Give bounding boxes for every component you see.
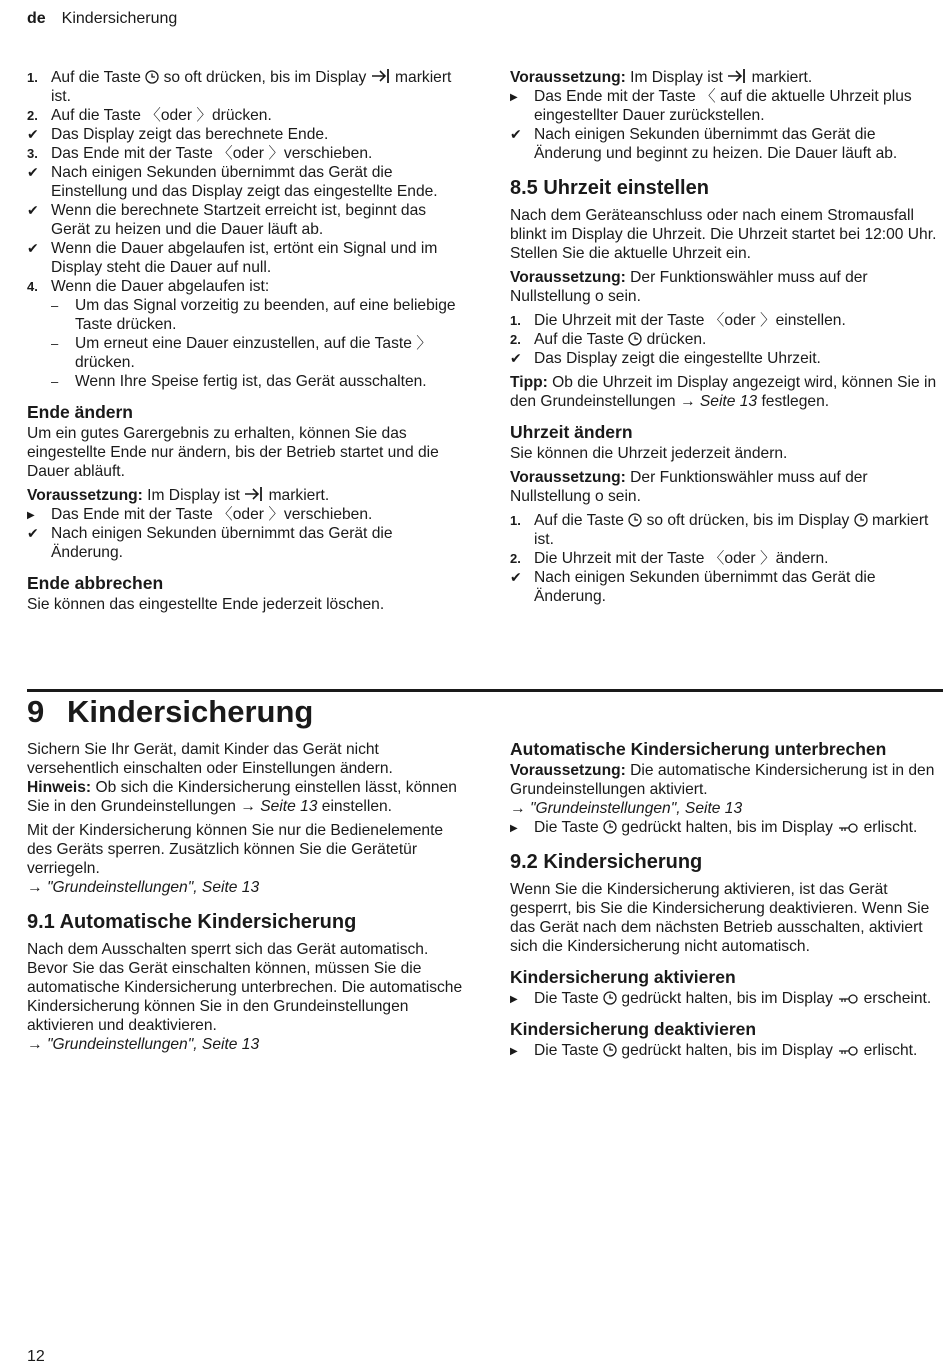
prerequisite — [510, 68, 942, 87]
step-text: oder — [724, 312, 756, 329]
clock-icon — [145, 70, 159, 84]
page-number: 12 — [27, 1348, 45, 1365]
prerequisite-label: Voraussetzung: — [510, 469, 626, 486]
result-text: Wenn die berechnete Startzeit erreicht ist, beginnt das Gerät zu heizen und die Dauer läuft ab. — [51, 202, 427, 238]
step-number: 2. — [510, 551, 521, 566]
prerequisite-text: Der Funktionswähler muss auf der Nullstellung — [510, 269, 868, 305]
action-text: gedrückt halten, bis im Display — [621, 1042, 833, 1059]
action-item — [510, 1041, 942, 1060]
result-item — [510, 125, 942, 163]
prerequisite-label: Voraussetzung: — [510, 269, 626, 286]
paragraph: Sie können die Uhrzeit jederzeit ändern. — [510, 445, 788, 462]
step-3 — [27, 144, 467, 163]
action-text: auf die aktuelle Uhrzeit plus eingestellter Dauer zurückstellen. — [534, 88, 912, 124]
page-reference-link[interactable]: Seite 13 — [699, 393, 758, 410]
action-text: Das Ende mit der Taste — [51, 506, 213, 523]
step-text: verschieben. — [283, 145, 373, 162]
dash-text: Wenn Ihre Speise fertig ist, das Gerät ausschalten. — [75, 373, 427, 390]
tip-text: festlegen. — [761, 393, 830, 410]
step-text: Auf die Taste — [534, 512, 624, 529]
step-text: drücken. — [646, 331, 707, 348]
right-column-top — [510, 68, 942, 606]
heading-aktivieren: Kindersicherung aktivieren — [510, 967, 736, 987]
step-text: oder — [232, 145, 264, 162]
prerequisite — [27, 486, 467, 505]
step-2 — [510, 330, 942, 349]
step-text: Das Ende mit der Taste — [51, 145, 213, 162]
left-arrow-icon: 〈 — [217, 506, 233, 523]
reference — [510, 799, 942, 818]
step-text: oder — [724, 550, 756, 567]
paragraph: Nach dem Ausschalten sperrt sich das Gerät automatisch. Bevor Sie das Gerät einschalten können, müssen Sie die automatische Kindersicherung unterbrechen. Die automatische Kindersicherung können Sie in den Grundeinstellungen aktivieren und deaktivieren. — [27, 941, 463, 1034]
step-number: 2. — [510, 332, 521, 347]
heading-ende-aendern: Ende ändern — [27, 402, 133, 422]
prerequisite-label: Voraussetzung: — [510, 762, 626, 779]
dash-item — [27, 372, 467, 391]
prerequisite-text: sein. — [608, 288, 641, 305]
paragraph: Nach dem Geräteanschluss oder nach einem Stromausfall blinkt im Display die Uhrzeit. Die Uhrzeit startet bei 12:00 Uhr. Stellen Sie die aktuelle Uhrzeit ein. — [510, 207, 937, 262]
prerequisite-text: Im Display ist — [630, 69, 723, 86]
step-number: 3. — [27, 146, 38, 161]
prerequisite-text: Die automatische Kindersicherung ist in den Grundeinstellungen aktiviert. — [510, 762, 935, 798]
step-1 — [27, 68, 467, 106]
dash-item — [27, 334, 467, 372]
check-icon: ✔ — [510, 126, 522, 142]
check-icon: ✔ — [510, 350, 522, 366]
check-icon: ✔ — [27, 126, 39, 142]
result-item — [27, 524, 467, 562]
dash-icon: – — [51, 336, 59, 351]
left-arrow-icon: 〈 — [217, 145, 233, 162]
check-icon: ✔ — [27, 240, 39, 256]
dash-icon: – — [51, 298, 59, 313]
page-header — [27, 10, 177, 28]
left-arrow-icon: 〈 — [145, 107, 161, 124]
action-text: Die Taste — [534, 990, 599, 1007]
step-number: 1. — [27, 70, 38, 85]
step-2 — [27, 106, 467, 125]
triangle-bullet-icon: ▶ — [27, 510, 35, 521]
dash-item — [27, 296, 467, 334]
prerequisite — [510, 761, 942, 799]
key-lock-icon — [837, 822, 859, 834]
prerequisite — [510, 468, 942, 506]
result-text: Nach einigen Sekunden übernimmt das Gerät die Änderung. — [51, 525, 393, 561]
note-text: Ob sich die Kindersicherung einstellen lässt, können Sie in den Grundeinstellungen — [27, 779, 457, 815]
action-text: erscheint. — [863, 990, 932, 1007]
right-arrow-icon: 〉 — [759, 312, 776, 329]
result-item — [27, 125, 467, 144]
right-arrow-icon: 〉 — [759, 550, 776, 567]
dash-icon: – — [51, 374, 59, 389]
right-arrow-icon: 〉 — [268, 506, 284, 523]
action-item — [27, 505, 467, 524]
paragraph: Mit der Kindersicherung können Sie nur die Bedienelemente des Geräts sperren. Zusätzlich können Sie die Gerätetür verriegeln. — [27, 822, 444, 877]
action-text: Die Taste — [534, 819, 599, 836]
language-code: de — [27, 10, 46, 27]
page-reference-link[interactable]: "Grundeinstellungen", Seite 13 — [529, 800, 743, 817]
result-item — [510, 568, 942, 606]
step-1 — [510, 311, 942, 330]
result-text: Wenn die Dauer abgelaufen ist, ertönt ein Signal und im Display steht die Dauer auf null. — [51, 240, 438, 276]
paragraph: Sichern Sie Ihr Gerät, damit Kinder das Gerät nicht versehentlich einschalten oder Einstellungen ändern. — [27, 741, 393, 777]
page-reference-link[interactable]: "Grundeinstellungen", Seite 13 — [46, 879, 260, 896]
triangle-bullet-icon: ▶ — [510, 994, 518, 1005]
action-text: erlischt. — [863, 819, 918, 836]
tip-label: Tipp: — [510, 374, 548, 391]
header-title: Kindersicherung — [61, 10, 178, 27]
result-text: Das Display zeigt das berechnete Ende. — [51, 126, 329, 143]
reference — [27, 1035, 467, 1054]
heading-uhrzeit-aendern: Uhrzeit ändern — [510, 422, 633, 442]
step-text: markiert ist. — [534, 512, 929, 548]
step-text: oder — [160, 107, 193, 124]
note-label: Hinweis: — [27, 779, 92, 796]
check-icon: ✔ — [27, 202, 39, 218]
step-number: 2. — [27, 108, 38, 123]
tip-text: Ob die Uhrzeit im Display angezeigt wird, können Sie in den Grundeinstellungen — [510, 374, 937, 410]
check-icon: ✔ — [27, 525, 39, 541]
prerequisite-text: Der Funktionswähler muss auf der Nullstellung — [510, 469, 868, 505]
step-text: so oft drücken, bis im Display — [646, 512, 850, 529]
result-text: Nach einigen Sekunden übernimmt das Gerät die Änderung und beginnt zu heizen. Die Dauer läuft ab. — [534, 126, 898, 162]
step-text: Die Uhrzeit mit der Taste — [534, 312, 705, 329]
result-item — [27, 239, 467, 277]
prerequisite-text: markiert. — [751, 69, 813, 86]
right-arrow-icon: 〉 — [268, 145, 284, 162]
action-item — [510, 989, 942, 1008]
clock-icon — [628, 513, 642, 527]
dash-text: Um erneut eine Dauer einzustellen, auf die Taste — [75, 335, 412, 352]
end-time-icon — [244, 486, 264, 502]
prerequisite-label: Voraussetzung: — [510, 69, 626, 86]
heading-ende-abbrechen: Ende abbrechen — [27, 573, 164, 593]
arrow-right-icon: → — [27, 1036, 43, 1053]
left-column-bottom — [27, 740, 467, 1054]
action-text: gedrückt halten, bis im Display — [621, 819, 833, 836]
result-text: Nach einigen Sekunden übernimmt das Gerät die Änderung. — [534, 569, 876, 605]
arrow-right-icon: → — [679, 393, 696, 410]
right-arrow-icon: 〉 — [416, 335, 432, 352]
paragraph: Sie können das eingestellte Ende jederzeit löschen. — [27, 596, 385, 613]
key-lock-icon — [837, 1045, 859, 1057]
tip — [510, 373, 942, 411]
zero-position-icon: o — [594, 488, 604, 505]
page-reference-link[interactable]: Seite 13 — [260, 798, 318, 815]
result-item — [27, 201, 467, 239]
prerequisite-text: sein. — [608, 488, 641, 505]
action-text: gedrückt halten, bis im Display — [621, 990, 833, 1007]
triangle-bullet-icon: ▶ — [510, 823, 518, 834]
right-column-bottom — [510, 740, 942, 1060]
step-2 — [510, 549, 942, 568]
reference — [27, 878, 467, 897]
left-arrow-icon: 〈 — [708, 312, 725, 329]
chapter-number: 9 — [27, 694, 45, 729]
prerequisite — [510, 268, 942, 306]
check-icon: ✔ — [27, 164, 39, 180]
dash-text: drücken. — [75, 354, 135, 371]
arrow-right-icon: → — [27, 879, 43, 896]
result-item — [27, 163, 467, 201]
left-column-top — [27, 68, 467, 614]
action-text: Die Taste — [534, 1042, 599, 1059]
step-text: Die Uhrzeit mit der Taste — [534, 550, 705, 567]
right-arrow-icon: 〉 — [196, 107, 212, 124]
chapter-title-text: Kindersicherung — [67, 694, 314, 729]
action-text: erlischt. — [863, 1042, 918, 1059]
paragraph: Um ein gutes Garergebnis zu erhalten, können Sie das eingestellte Ende nur ändern, bis der Betrieb startet und die Dauer abläuft. — [27, 425, 439, 480]
left-arrow-icon: 〈 — [700, 88, 716, 105]
step-text: Auf die Taste — [51, 69, 141, 86]
action-text: verschieben. — [283, 506, 373, 523]
page-reference-link[interactable]: "Grundeinstellungen", Seite 13 — [46, 1036, 260, 1053]
heading-deaktivieren: Kindersicherung deaktivieren — [510, 1019, 757, 1039]
chapter-title — [27, 694, 313, 730]
end-time-icon — [727, 68, 747, 84]
prerequisite-label: Voraussetzung: — [27, 487, 143, 504]
step-text: so oft drücken, bis im Display — [163, 69, 367, 86]
clock-icon — [603, 820, 617, 834]
result-text: Das Display zeigt die eingestellte Uhrzeit. — [534, 350, 821, 367]
end-time-icon — [371, 68, 391, 84]
result-text: Nach einigen Sekunden übernimmt das Gerät die Einstellung und das Display zeigt das eingestellte Ende. — [51, 164, 438, 200]
clock-icon — [628, 332, 642, 346]
heading-8-5: 8.5 Uhrzeit einstellen — [510, 177, 709, 199]
chapter-divider — [27, 689, 943, 692]
left-arrow-icon: 〈 — [708, 550, 725, 567]
result-item — [510, 349, 942, 368]
action-item — [510, 818, 942, 837]
action-item — [510, 87, 942, 125]
key-lock-icon — [837, 993, 859, 1005]
step-text: Auf die Taste — [51, 107, 141, 124]
heading-9-1: 9.1 Automatische Kindersicherung — [27, 911, 357, 933]
arrow-right-icon: → — [240, 798, 256, 815]
step-1 — [510, 511, 942, 549]
step-text: markiert ist. — [51, 69, 452, 105]
prerequisite-text: markiert. — [268, 487, 330, 504]
action-text: Das Ende mit der Taste — [534, 88, 696, 105]
paragraph: Wenn Sie die Kindersicherung aktivieren, ist das Gerät gesperrt, bis Sie die Kindersicherung deaktivieren. Wenn Sie das Gerät nach dem nächsten Betrieb ausschalten, aktiviert sich die Kindersicherung nicht automatisch. — [510, 881, 930, 955]
clock-icon — [603, 991, 617, 1005]
step-number: 4. — [27, 279, 38, 294]
clock-icon — [854, 513, 868, 527]
check-icon: ✔ — [510, 569, 522, 585]
action-text: oder — [232, 506, 264, 523]
step-text: drücken. — [212, 107, 272, 124]
prerequisite-text: Im Display ist — [147, 487, 240, 504]
zero-position-icon: o — [594, 288, 604, 305]
step-text: ändern. — [775, 550, 829, 567]
dash-text: Um das Signal vorzeitig zu beenden, auf eine beliebige Taste drücken. — [75, 297, 456, 333]
step-text: Auf die Taste — [534, 331, 624, 348]
note-text: einstellen. — [321, 798, 393, 815]
heading-9-2: 9.2 Kindersicherung — [510, 851, 703, 873]
step-text: einstellen. — [775, 312, 846, 329]
triangle-bullet-icon: ▶ — [510, 92, 518, 103]
note — [27, 778, 467, 816]
step-text: Wenn die Dauer abgelaufen ist: — [51, 278, 270, 295]
heading-unterbrechen: Automatische Kindersicherung unterbrechen — [510, 739, 887, 759]
step-4 — [27, 277, 467, 296]
arrow-right-icon: → — [510, 800, 526, 817]
step-number: 1. — [510, 513, 521, 528]
step-number: 1. — [510, 313, 521, 328]
triangle-bullet-icon: ▶ — [510, 1046, 518, 1057]
clock-icon — [603, 1043, 617, 1057]
